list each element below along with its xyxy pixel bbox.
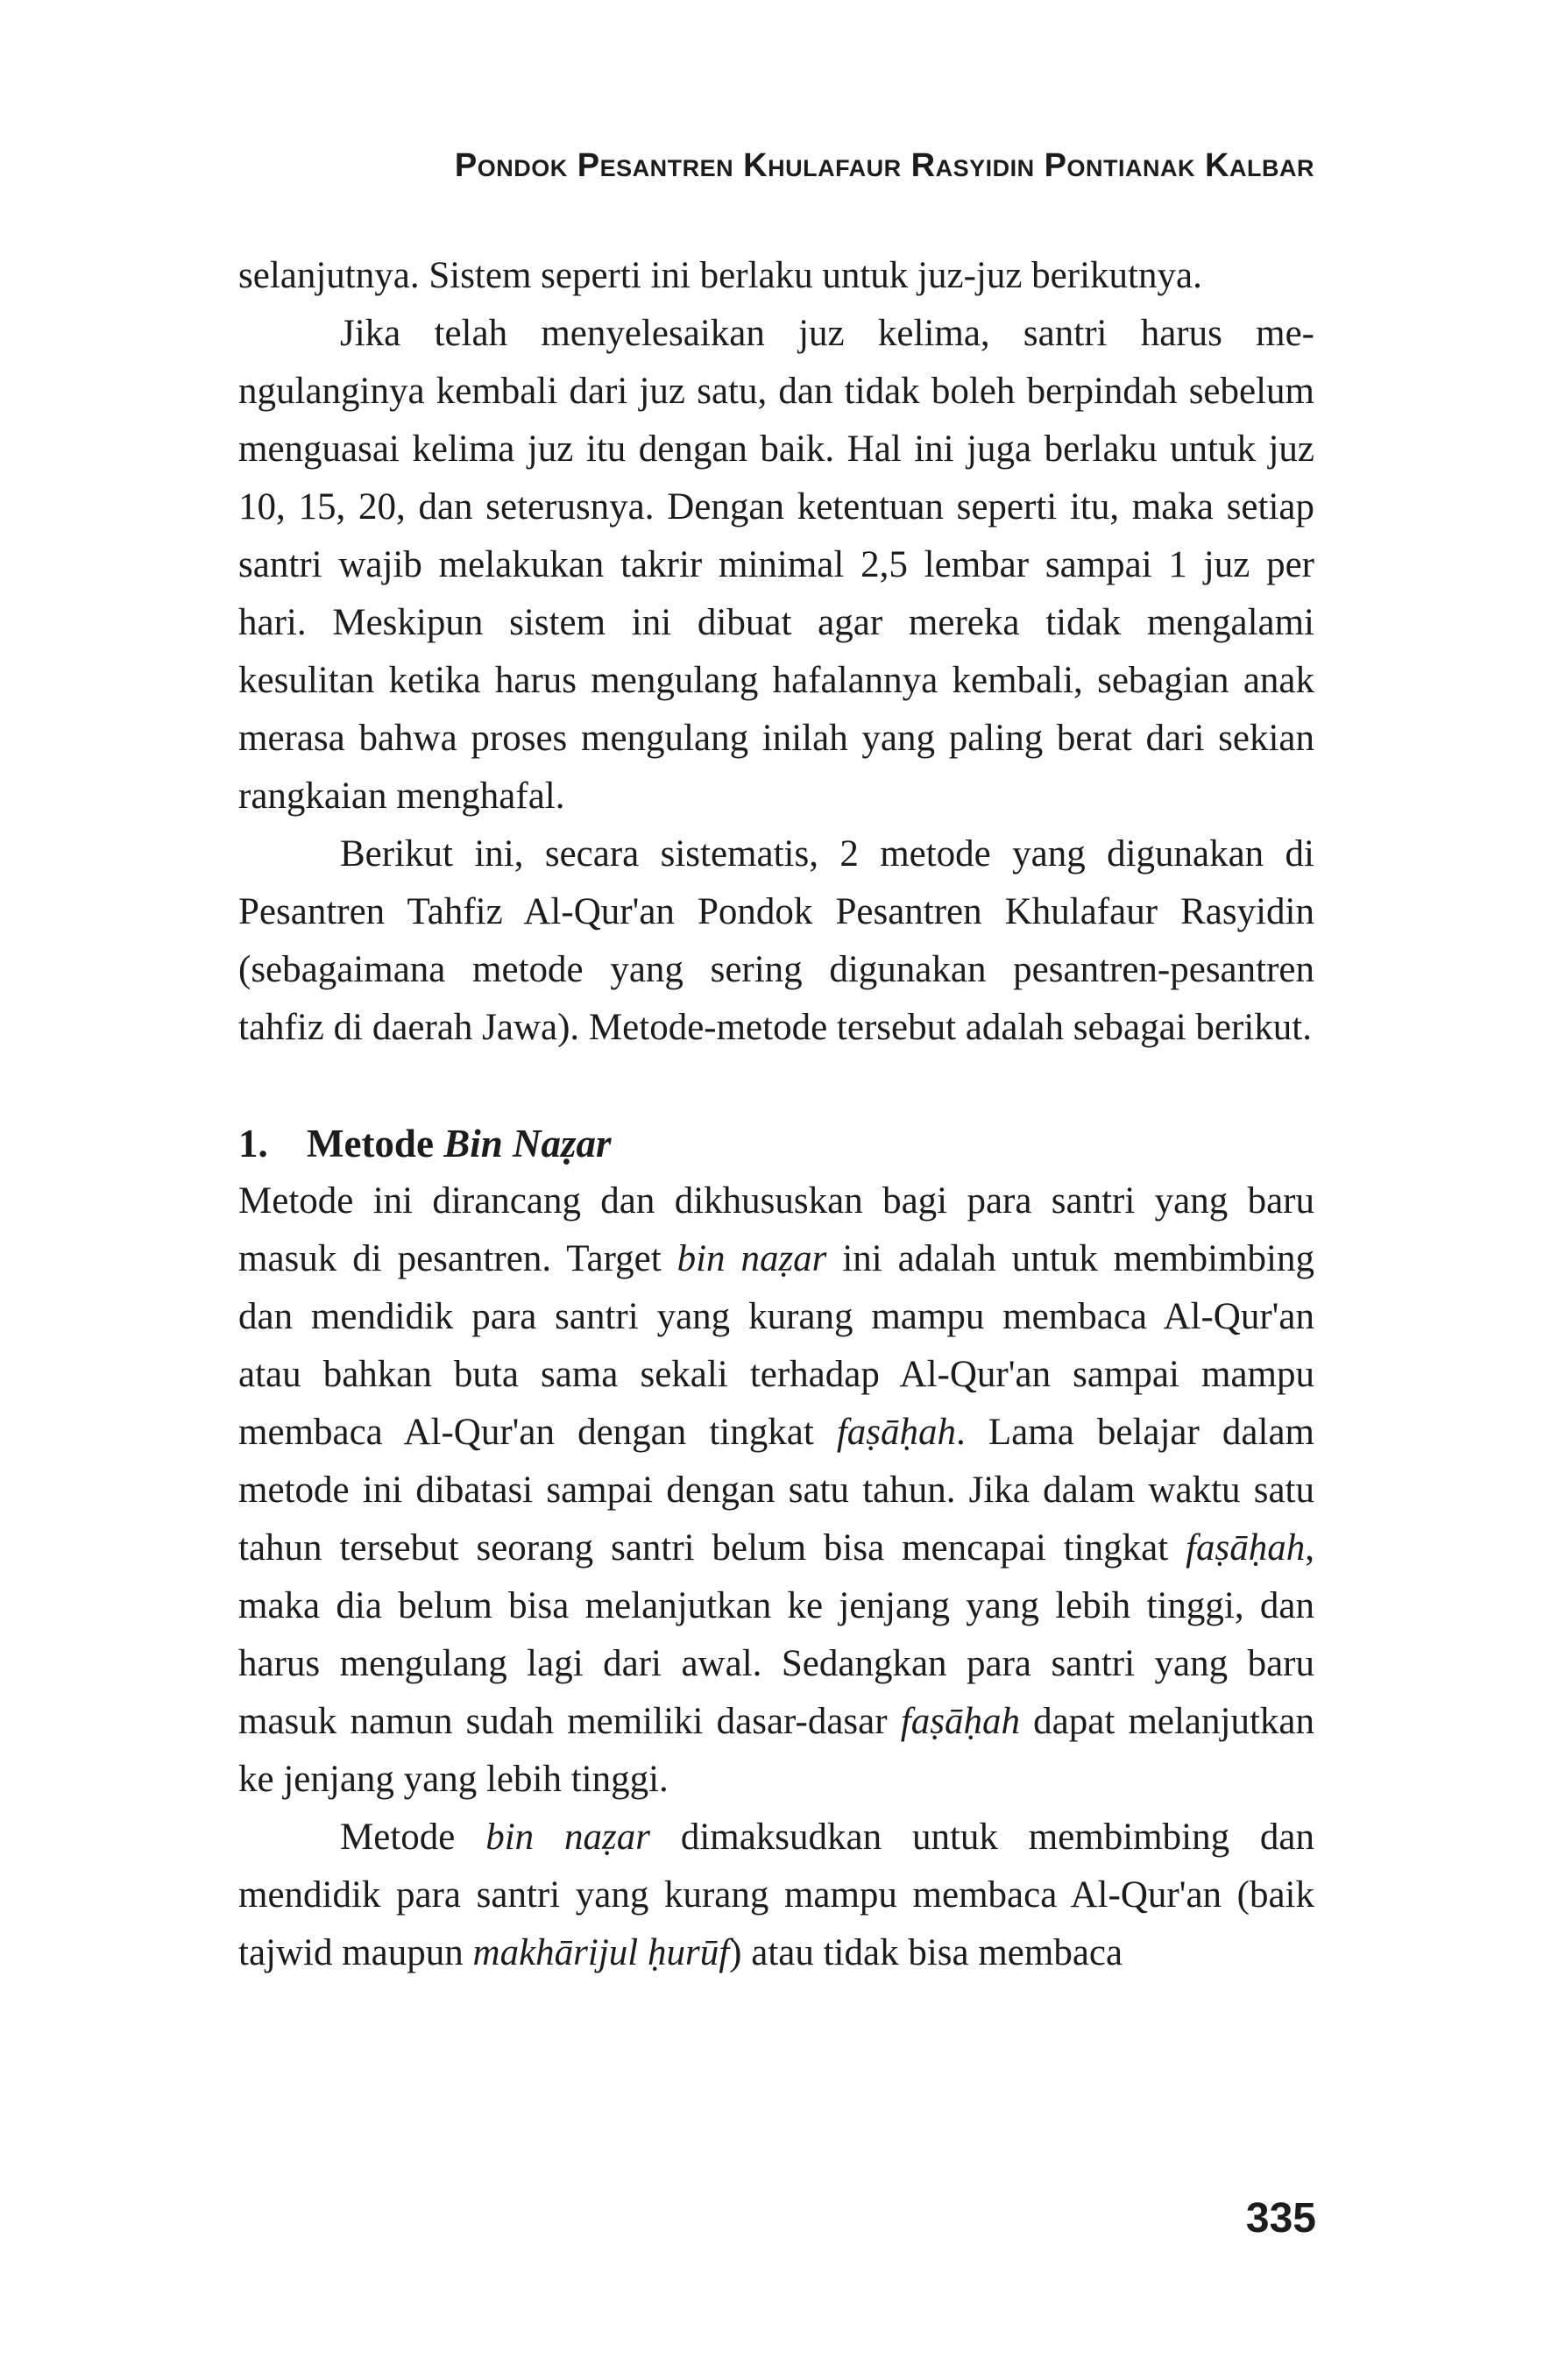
- section-title-italic: Bin Naẓar: [443, 1122, 612, 1165]
- italic-term: faṣāḥah: [900, 1701, 1020, 1742]
- italic-term: makhārijul ḥurūf: [472, 1932, 730, 1973]
- italic-term: faṣāḥah: [836, 1412, 957, 1453]
- italic-term: faṣāḥah: [1186, 1527, 1306, 1569]
- text-run: . Lama belajar dalam metode ini dibatasi sampai dengan satu tahun. Jika dalam waktu satu tahun tersebut seorang santri belum bisa mencapai tingkat: [238, 1412, 1314, 1569]
- running-header: Pondok Pesantren Khulafaur Rasyidin Pontianak Kalbar: [454, 147, 1314, 184]
- text-run: Metode ini dirancang dan dikhususkan bagi para santri yang baru masuk di pesantren. Target: [238, 1180, 1314, 1279]
- page-number: 335: [1245, 2195, 1316, 2242]
- section-heading: [238, 1115, 1314, 1172]
- text-run: dapat melanjutkan ke jenjang yang lebih tinggi.: [238, 1701, 1314, 1800]
- page-body: [238, 247, 1314, 1982]
- text-run: Metode: [340, 1817, 486, 1858]
- text-run: ) atau tidak bisa membaca: [729, 1932, 1123, 1973]
- section-number: 1.: [238, 1122, 268, 1165]
- paragraph-3: Berikut ini, secara sistematis, 2 metode yang digunakan di Pesantren Tahfiz Al-Qur'an Pondok Pesantren Khulafaur Rasyidin (sebagaimana metode yang sering digunakan pesantren-pesantren tahfiz di daerah Jawa). Metode-metode tersebut adalah sebagai berikut.: [238, 833, 1314, 1048]
- italic-term: bin naẓar: [676, 1238, 827, 1279]
- section-title-plain: Metode: [307, 1122, 434, 1165]
- paragraph-5: [238, 1809, 1314, 1982]
- text-run: dimaksudkan untuk membimbing dan mendidik para santri yang kurang mampu membaca Al-Qur'an (baik tajwid maupun: [238, 1817, 1314, 1973]
- italic-term: bin naẓar: [485, 1817, 650, 1858]
- text-run: ini adalah untuk membimbing dan mendidik para santri yang kurang mampu membaca Al-Qur'an atau bahkan buta sama sekali terhadap Al-Qur'an sampai mampu membaca Al-Qur'an dengan tingkat: [238, 1238, 1314, 1453]
- paragraph-1: selanjutnya. Sistem seperti ini berlaku untuk juz-juz berikutnya.: [238, 255, 1202, 296]
- paragraph-2: Jika telah menyelesaikan juz kelima, santri harus mengulanginya kembali dari juz satu, dan tidak boleh berpindah sebelum menguasai kelima juz itu dengan baik. Hal ini juga berlaku untuk juz 10, 15, 20, dan seterusnya. Dengan ketentuan seperti itu, maka setiap santri wajib melakukan takrir minimal 2,5 lembar sampai 1 juz per hari. Meskipun sistem ini dibuat agar mereka tidak mengalami kesulitan ketika harus mengulang hafalannya kembali, sebagian anak merasa bahwa proses mengulang inilah yang paling berat dari sekian rangkaian menghafal.: [238, 313, 1314, 817]
- paragraph-4: [238, 1172, 1314, 1809]
- text-run: , maka dia belum bisa melanjutkan ke jenjang yang lebih tinggi, dan harus mengulang lagi dari awal. Sedangkan para santri yang baru masuk namun sudah memiliki dasar-dasar: [238, 1527, 1314, 1742]
